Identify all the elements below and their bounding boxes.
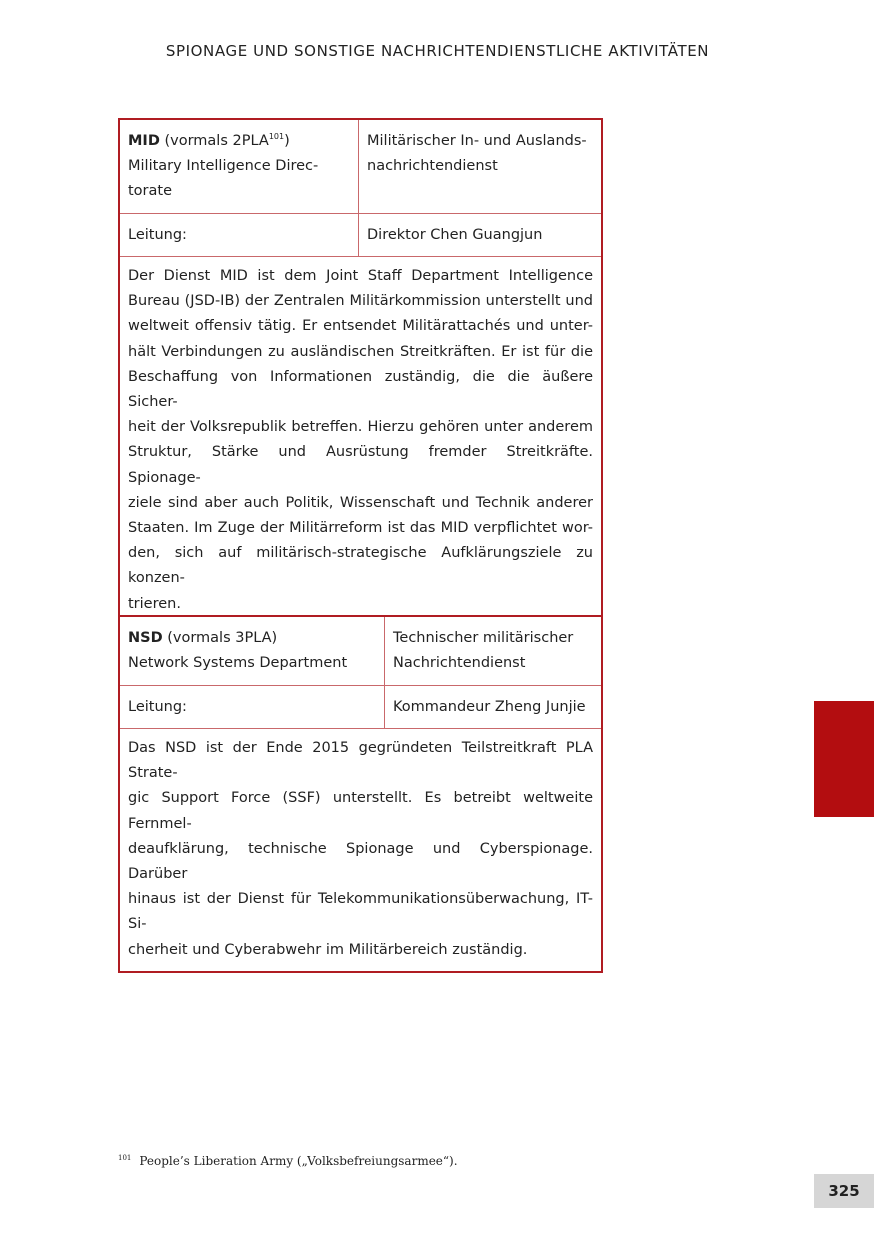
agency-full-name: torate [128, 183, 173, 199]
leadership-value: Direktor Chen Guangjun [358, 214, 601, 256]
footnote-number: 101 [118, 1154, 132, 1162]
description-line: Das NSD ist der Ende 2015 gegründeten Teilstreitkraft PLA Strate- [128, 740, 593, 782]
agency-abbreviation: MID [128, 133, 160, 149]
leadership-label: Leitung: [128, 699, 187, 715]
agency-abbreviation: NSD [128, 630, 163, 646]
leadership-row [120, 214, 601, 257]
page-number: 325 [814, 1174, 874, 1208]
description-line: heit der Volksrepublik betreffen. Hierzu gehören unter anderem [128, 419, 593, 436]
agency-function: Militärischer In- und Auslands- [367, 133, 587, 149]
agency-description [120, 729, 601, 971]
footnote-reference[interactable]: 101 [268, 132, 285, 142]
description-line: den, sich auf militärisch-strategische Aufklärungsziele zu konzen- [128, 545, 593, 587]
agency-description [120, 257, 601, 625]
description-line: Struktur, Stärke und Ausrüstung fremder Streitkräfte. Spionage- [128, 444, 593, 486]
info-box-title-row [120, 120, 601, 214]
agency-name-cell: MID (vormals 2PLA$^{101}$) Military Intelligence Direc- torate [120, 120, 358, 213]
agency-function: nachrichtendienst [367, 158, 498, 174]
agency-former-name: (vormals 2PLA [164, 133, 269, 149]
agency-function-cell [358, 120, 601, 213]
agency-function: Nachrichtendienst [393, 655, 526, 671]
footnote [118, 1154, 458, 1168]
description-line: deaufklärung, technische Spionage und Cyberspionage. Darüber [128, 840, 593, 883]
info-box-title-row [120, 617, 601, 686]
agency-function-cell [384, 617, 601, 685]
description-line: Bureau (JSD-IB) der Zentralen Militärkommission unterstellt und [128, 293, 593, 310]
description-line: cherheit und Cyberabwehr im Militärbereich zuständig. [128, 941, 528, 958]
footnote-text: People’s Liberation Army („Volksbefreiungsarmee“). [139, 1154, 458, 1168]
agency-former-name: (vormals 3PLA) [167, 630, 278, 646]
description-line: hinaus ist der Dienst für Telekommunikationsüberwachung, IT-Si- [128, 891, 593, 933]
description-line: Der Dienst MID ist dem Joint Staff Department Intelligence [128, 268, 593, 284]
description-line: gic Support Force (SSF) unterstellt. Es betreibt weltweite Fernmel- [128, 790, 593, 832]
description-line: weltweit offensiv tätig. Er entsendet Militärattachés und unter- [128, 318, 593, 335]
description-line: trieren. [128, 595, 181, 612]
description-line: hält Verbindungen zu ausländischen Streitkräften. Er ist für die [128, 343, 593, 360]
agency-name-cell [120, 617, 384, 685]
leadership-value: Kommandeur Zheng Junjie [384, 686, 601, 728]
agency-full-name: Network Systems Department [128, 655, 348, 671]
info-box-nsd [118, 615, 603, 973]
leadership-label: Leitung: [128, 227, 187, 243]
running-header: SPIONAGE UND SONSTIGE NACHRICHTENDIENSTLICHE AKTIVITÄTEN [165, 42, 710, 60]
description-line: Staaten. Im Zuge der Militärreform ist das MID verpflichtet wor- [128, 520, 593, 537]
leadership-row [120, 686, 601, 729]
info-box-mid [118, 118, 603, 627]
chapter-tab-marker [814, 701, 874, 817]
description-line: Beschaffung von Informationen zuständig, die die äußere Sicher- [128, 368, 593, 411]
description-line: ziele sind aber auch Politik, Wissenschaft und Technik anderer [128, 494, 593, 511]
agency-function: Technischer militärischer [393, 630, 574, 646]
agency-full-name: Military Intelligence Direc- [128, 158, 319, 174]
